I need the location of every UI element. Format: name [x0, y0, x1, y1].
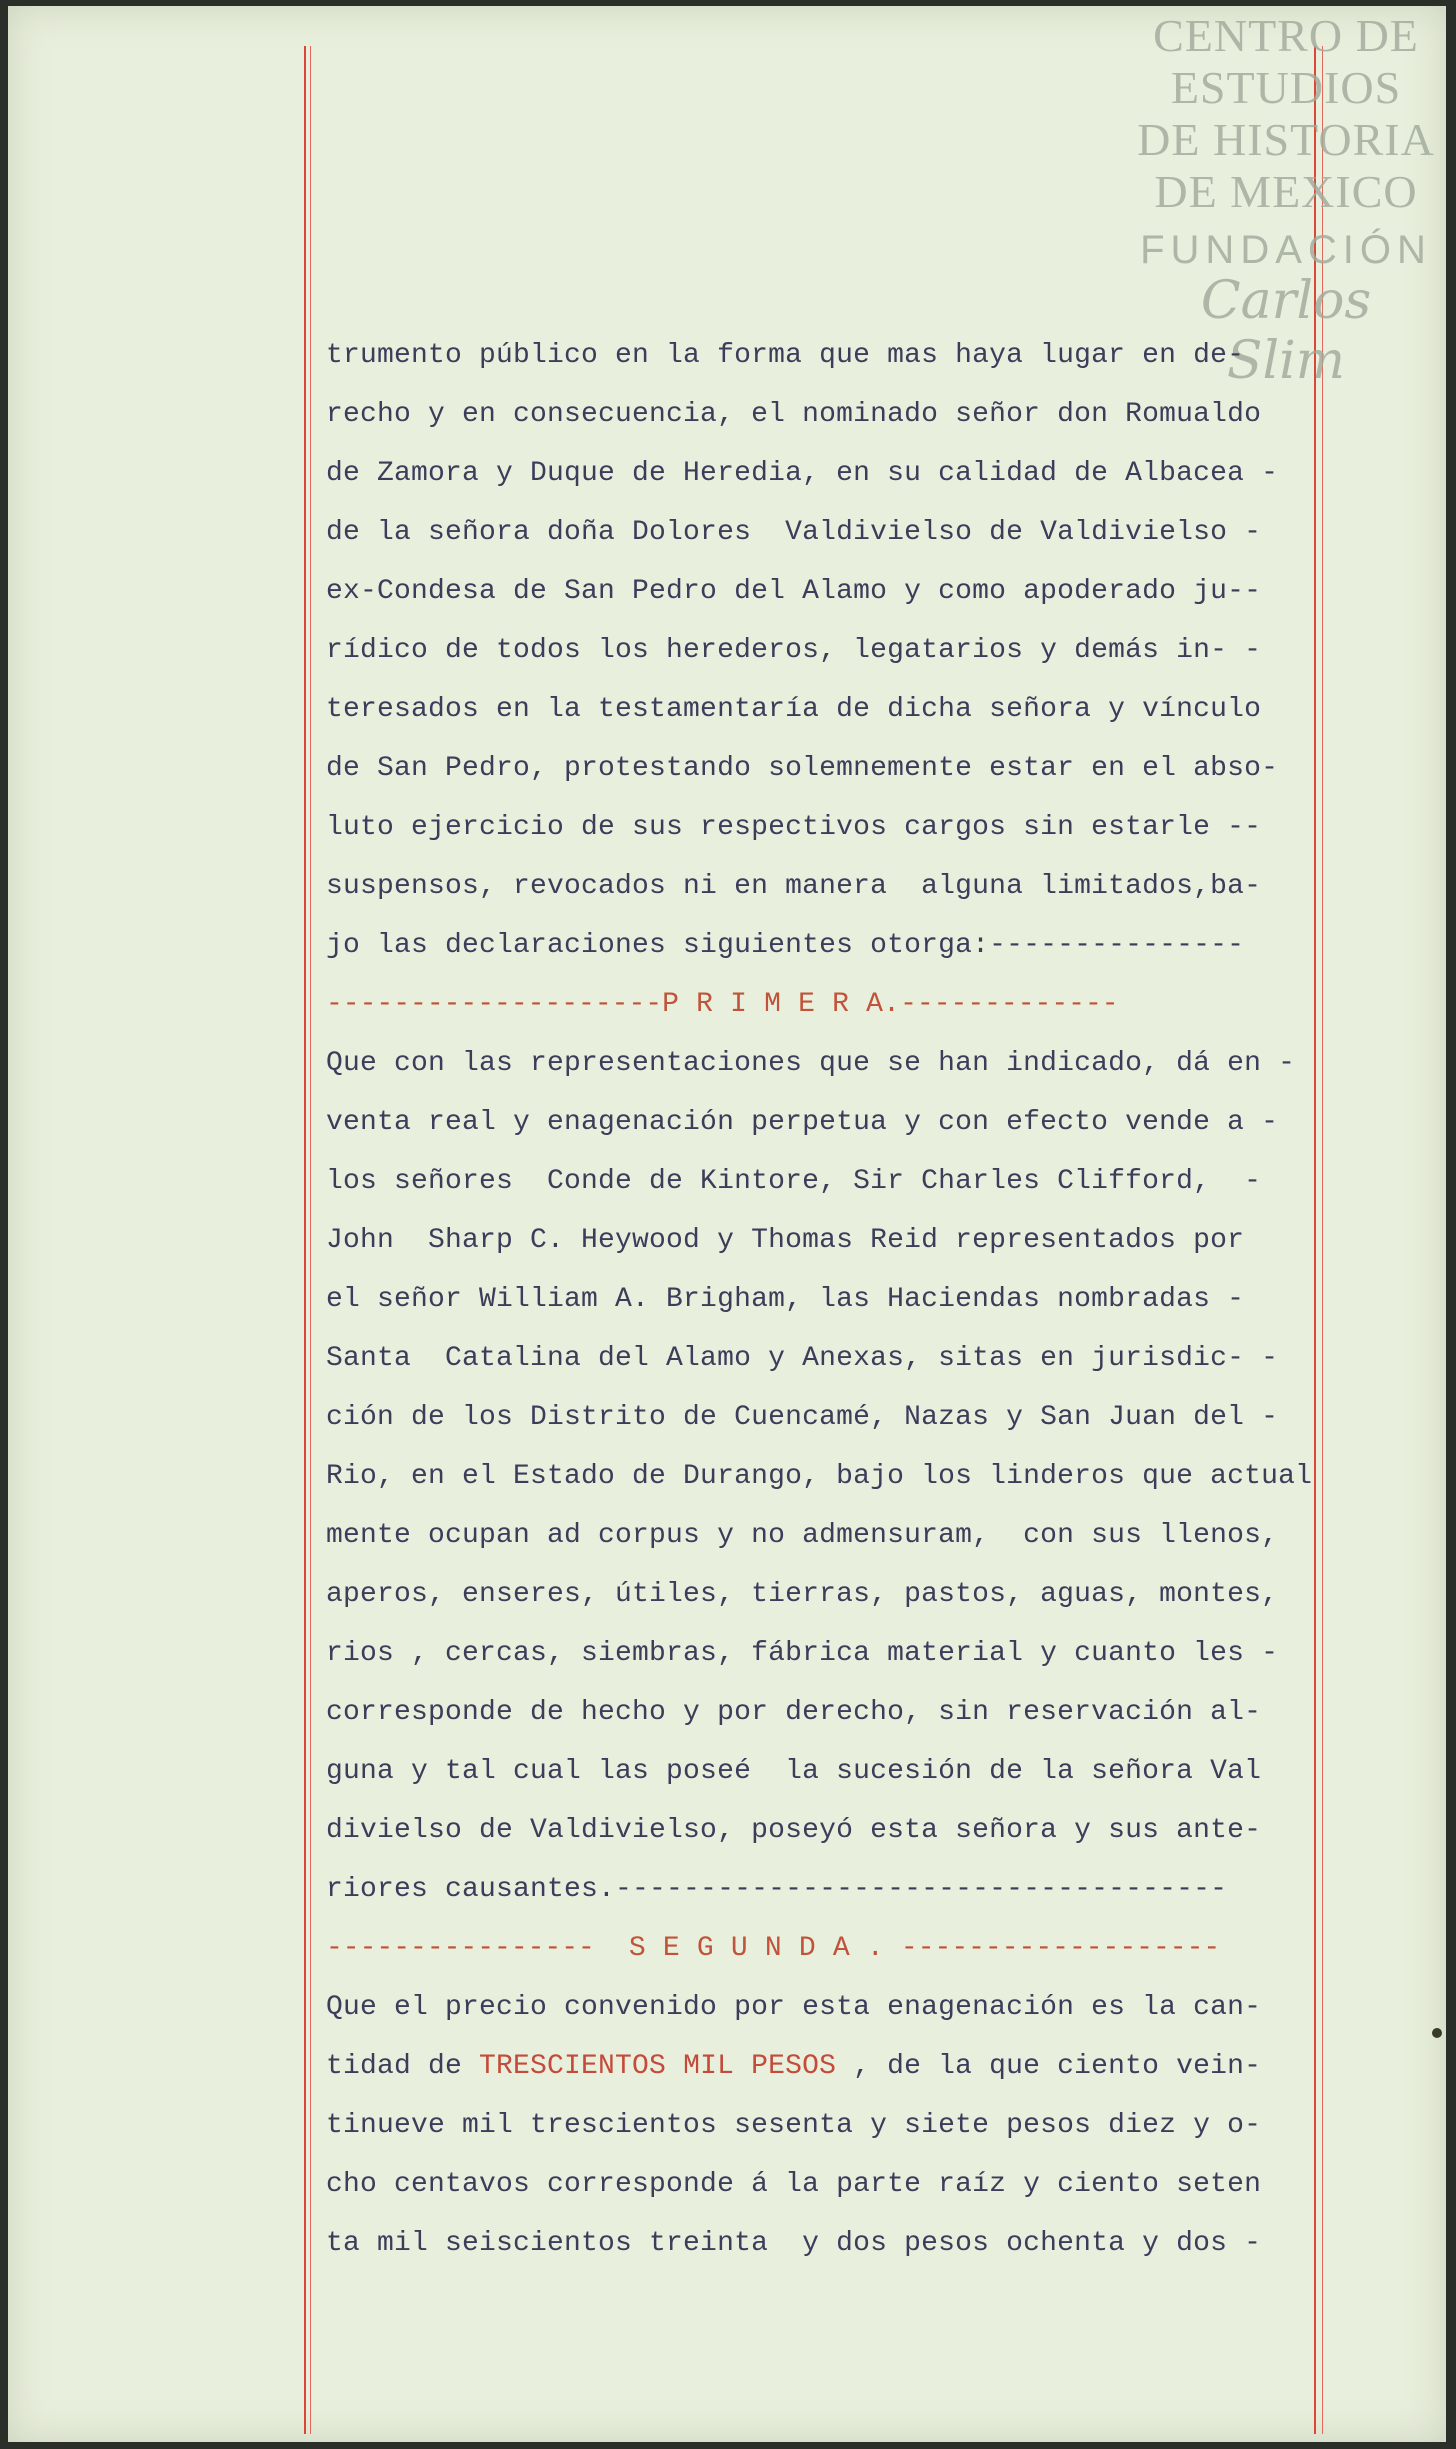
text-line: el señor William A. Brigham, las Haciendas nombradas - [326, 1284, 1245, 1315]
heading-dashes: ------------- [900, 989, 1119, 1020]
text-line: de San Pedro, protestando solemnemente estar en el abso- [326, 753, 1279, 784]
typed-body [326, 326, 1311, 2273]
text-line: ex-Condesa de San Pedro del Alamo y como apoderado ju-- [326, 576, 1262, 607]
text-line: aperos, enseres, útiles, tierras, pastos, aguas, montes, [326, 1579, 1279, 1610]
text-line: divielso de Valdivielso, poseyó esta señora y sus ante- [326, 1815, 1262, 1846]
text-line: teresados en la testamentaría de dicha señora y vínculo [326, 694, 1262, 725]
price-amount: TRESCIENTOS MIL PESOS [479, 2051, 837, 2082]
section-heading-segunda [326, 1919, 1311, 1978]
heading-spacer [595, 1933, 629, 1964]
text-line: los señores Conde de Kintore, Sir Charles Clifford, - [326, 1166, 1262, 1197]
text-line: Que el precio convenido por esta enagenación es la can- [326, 1992, 1262, 2023]
text-line: trumento público en la forma que mas haya lugar en de- [326, 340, 1245, 371]
watermark-foundation: FUNDACIÓN [1140, 228, 1432, 272]
text-line: de Zamora y Duque de Heredia, en su calidad de Albacea - [326, 458, 1279, 489]
text-line: John Sharp C. Heywood y Thomas Reid representados por [326, 1225, 1245, 1256]
right-margin-rule-inner [1322, 46, 1323, 2434]
price-suffix: , de la que ciento vein- [836, 2051, 1262, 2082]
text-line: jo las declaraciones siguientes otorga:--------------- [326, 930, 1245, 961]
text-line: venta real y enagenación perpetua y con efecto vende a - [326, 1107, 1279, 1138]
text-line: guna y tal cual las poseé la sucesión de la señora Val [326, 1756, 1262, 1787]
heading-dashes: ---------------- [326, 1933, 595, 1964]
heading-dashes: ------------------- [900, 1933, 1221, 1964]
text-line: mente ocupan ad corpus y no admensuram, con sus llenos, [326, 1520, 1279, 1551]
heading-label: S E G U N D A . [628, 1933, 884, 1964]
left-margin-rule [304, 46, 306, 2434]
text-line: rios , cercas, siembras, fábrica material y cuanto les - [326, 1638, 1279, 1669]
heading-dashes: -------------------- [326, 989, 663, 1020]
text-line: ta mil seiscientos treinta y dos pesos ochenta y dos - [326, 2228, 1262, 2259]
text-line: suspensos, revocados ni en manera alguna limitados,ba- [326, 871, 1262, 902]
text-line-price [326, 2037, 1311, 2096]
text-line: de la señora doña Dolores Valdivielso de Valdivielso - [326, 517, 1262, 548]
heading-label: P R I M E R A. [662, 989, 901, 1020]
heading-spacer [884, 1933, 901, 1964]
text-line: rídico de todos los herederos, legatarios y demás in- - [326, 635, 1262, 666]
text-line: ción de los Distrito de Cuencamé, Nazas y San Juan del - [326, 1402, 1279, 1433]
document-page [8, 6, 1446, 2442]
text-line: luto ejercicio de sus respectivos cargos sin estarle -- [326, 812, 1262, 843]
text-line: corresponde de hecho y por derecho, sin reservación al- [326, 1697, 1262, 1728]
watermark-line: DE HISTORIA [1137, 114, 1435, 165]
text-line: Que con las representaciones que se han indicado, dá en - [326, 1048, 1296, 1079]
text-line: tinueve mil trescientos sesenta y siete pesos diez y o- [326, 2110, 1262, 2141]
right-margin-rule [1314, 46, 1316, 2434]
text-line: Rio, en el Estado de Durango, bajo los linderos que actual [326, 1461, 1313, 1492]
watermark-line: DE MEXICO [1154, 166, 1418, 217]
left-margin-rule-inner [310, 46, 311, 2434]
text-line: riores causantes.------------------------------------ [326, 1874, 1228, 1905]
text-line: recho y en consecuencia, el nominado señor don Romualdo [326, 399, 1262, 430]
price-prefix: tidad de [326, 2051, 480, 2082]
section-heading-primera [326, 975, 1311, 1034]
watermark-line: ESTUDIOS [1170, 62, 1402, 113]
paper-spot [1432, 2028, 1442, 2038]
text-line: cho centavos corresponde á la parte raíz y ciento seten [326, 2169, 1262, 2200]
watermark-line: CENTRO DE [1153, 10, 1419, 61]
watermark-signature: Carlos Slim [1200, 271, 1372, 391]
text-line: Santa Catalina del Alamo y Anexas, sitas en jurisdic- - [326, 1343, 1279, 1374]
